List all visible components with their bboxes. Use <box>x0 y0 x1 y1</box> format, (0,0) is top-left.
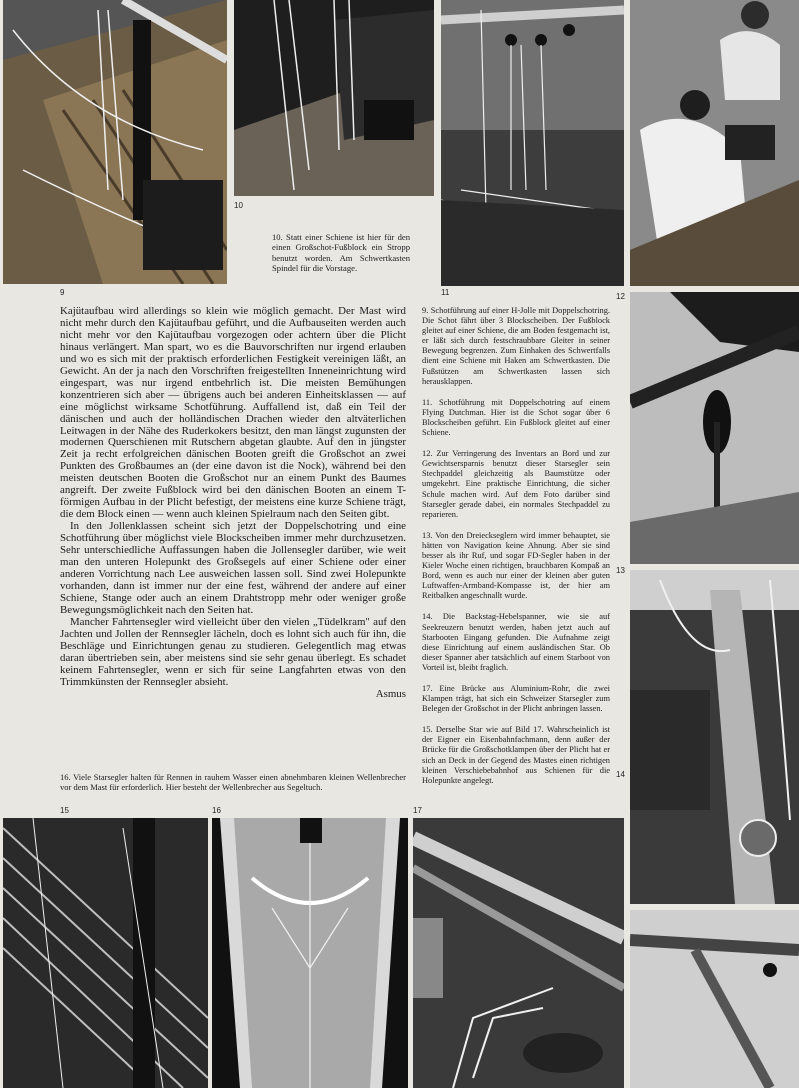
figure-number-17: 17 <box>413 806 422 815</box>
photo-16-breakwater <box>212 818 408 1088</box>
caption-13: 13. Von den Dreieckseglern wird immer behauptet, sie hätten von Navigation keine Ahnung. Aber sie sind besser als ihr Ruf, und sogar FD-Segler haben in der Kieler Woche einen richtigen, brauchbaren Kompaß an Bord, wenn es auch nur einer der kleinen aber guten Luftwaffen-Armband-Kompasse ist, der hier am Reitbalken angeschnallt wurde. <box>422 530 610 601</box>
article-body <box>60 306 406 700</box>
caption-14: 14. Die Backstag-Hebelspanner, wie sie auf Seekreuzern benutzt werden, haben jetzt auch auf Starbooten Eingang gefunden. Die Aufnahme zeigt diese Einrichtung auf einem ausländischen Star. Ob dieser Spanner aber tatsächlich auf einem Starboot von Vorteil ist, bleibt fraglich. <box>422 612 610 672</box>
caption-12: 12. Zur Verringerung des Inventars an Bord und zur Gewichtsersparnis benutzt dieser Starsegler sein Stechpaddel gleichzeitig als Baumstütze oder umgekehrt. Eine praktische Einrichtung, die sicher Schule machen wird. Auf dem Foto darüber sind Starsegler gerade dabei, ein normales Stechpaddel zu reparieren. <box>422 449 610 519</box>
article-paragraph-1: Kajütaufbau wird allerdings so klein wie möglich gemacht. Der Mast wird nicht mehr durch den Kajütaufbau geführt, und die Aufbauseiten werden auch nicht mehr vor den Kajütaufbau vorgezogen oder achtern über die Plicht hinaus verlängert. Man spart, wo es die Bauvorschriften nur irgend erlauben und wo es sich mit der praktisch erforderlichen Festigkeit vereinigen läßt, an Gewicht. An der ja nach den Vorschriften freigestellten Inneneinrichtung wird eingespart, was nur irgend entbehrlich ist. Die meisten Bemühungen konzentrieren sich aber — übrigens auch bei anderen Einheitsklassen — auf eine möglichst wirksame Schotführung. Auffallend ist, daß ein Teil der dänischen und auch der holländischen Drachen wieder den altväterlichen Leitwagen in der Nähe des Ruderkokers besitzt, den man längst zugunsten der modernen Querschienen mit Rutschern abgetan glaubte. Auf den in jüngster Zeit ja recht erfolgreichen dänischen Booten greift die Großschot an zwei Punkten des Großbaumes an (der eine davon ist die Nock), während bei den meisten deutschen Booten die Großschot nur an einem Punkt des Baumes angreift. Der zweite Fußblock wird bei den dänischen Booten an einem T-förmigen Aufbau in der Plicht befestigt, der meistens eine kurze Schiene trägt, die dem Block einen — wenn auch kleinen Spielraum nach den Seiten gibt. <box>60 305 406 521</box>
article-author: Asmus <box>375 687 406 700</box>
figure-number-12: 12 <box>616 292 625 301</box>
article-paragraph-2: In den Jollenklassen scheint sich jetzt der Doppelschotring und eine Schotführung über möglichst viele Blockscheiben immer mehr durchzusetzen. Sehr unterschiedliche Auffassungen haben die Jollensegler darüber, wie weit man den unteren Holepunkt des Großsegels auf einer Schiene oder einer anderen Vorrichtung nach Lee ausweichen lassen soll. Sind zwei Holepunkte vorhanden, dann ist immer nur der eine fest, während der andere auf einer Schiene, Stange oder auch an einem Drahtstropp mehr oder weniger große Bewegungsmöglichkeit nach den Seiten hat. <box>60 520 406 616</box>
figure-number-15: 15 <box>60 806 69 815</box>
photo-15-bridge <box>630 910 799 1088</box>
figure-number-9: 9 <box>60 288 65 297</box>
caption-15: 15. Derselbe Star wie auf Bild 17. Wahrscheinlich ist der Eigner ein Eisenbahnfachmann, denn außer der Brücke für die Großschotklampen über der Plicht hat er sich an Deck in der Gegend des Mastes einen richtigen kleinen Verschiebebahnhof aus Schienen für die Holepunkte angelegt. <box>422 725 610 785</box>
caption-column <box>422 306 610 797</box>
figure-number-16: 16 <box>212 806 221 815</box>
photo-16-bottom-deck <box>3 818 208 1088</box>
caption-9: 9. Schotführung auf einer H-Jolle mit Doppelschotring. Die Schot fährt über 3 Blockscheiben. Der Fußblock gleitet auf einer Schiene, die am Boden festgemacht ist, er läßt sich durch festschraubbare Gleiter in seiner Bewegung begrenzen. Zum Einhaken des Schwertfalls dient eine Schiene mit Haken am Schwertkasten. Die Fußstützen am Schwertkasten lassen sich herausklappen. <box>422 306 610 386</box>
caption-11: 11. Schotführung mit Doppelschotring auf einem Flying Dutchman. Hier ist die Schot sogar über 6 Blockscheiben geführt. Ein Fußblock gleitet auf einer Schiene. <box>422 397 610 438</box>
figure-number-11: 11 <box>441 288 450 297</box>
photo-9-cockpit <box>3 0 227 284</box>
caption-17: 17. Eine Brücke aus Aluminium-Rohr, die zwei Klampen trägt, hat sich ein Schweizer Starsegler zum Belegen der Großschot in der Plicht anbringen lassen. <box>422 684 610 714</box>
figure-number-13: 13 <box>616 566 625 575</box>
photo-13-paddle <box>630 292 799 564</box>
photo-12-sailors <box>630 0 799 286</box>
photo-11-rigging <box>441 0 624 286</box>
photo-10-deck <box>234 0 434 196</box>
photo-14-lever <box>630 570 799 904</box>
figure-number-14: 14 <box>616 770 625 779</box>
article-paragraph-3: Mancher Fahrtensegler wird vielleicht über den vielen „Tüdelkram" auf den Jachten und Jollen der Rennsegler lächeln, doch es lohnt sich auch für ihn, die Beschläge und Einrichtungen genau zu studieren. Gelegentlich mag etwas daran übertrieben sein, aber meistens sind sie sehr genau überlegt. Es schadet keinem Fahrtensegler, wenn er sich für seine Langfahrten etwas von den Trimmkünsten der Rennsegler absieht. <box>60 615 406 688</box>
figure-number-10: 10 <box>234 201 243 210</box>
caption-10: 10. Statt einer Schiene ist hier für den einen Großschot-Fußblock ein Stropp benutzt worden. Am Schwertkasten Spindel für die Vorstage. <box>272 232 410 274</box>
caption-16: 16. Viele Starsegler halten für Rennen in rauhem Wasser einen abnehmbaren kleinen Wellenbrecher vor dem Mast für erforderlich. Hier besteht der Wellenbrecher aus Segeltuch. <box>60 772 406 793</box>
photo-17-bridge <box>413 818 624 1088</box>
